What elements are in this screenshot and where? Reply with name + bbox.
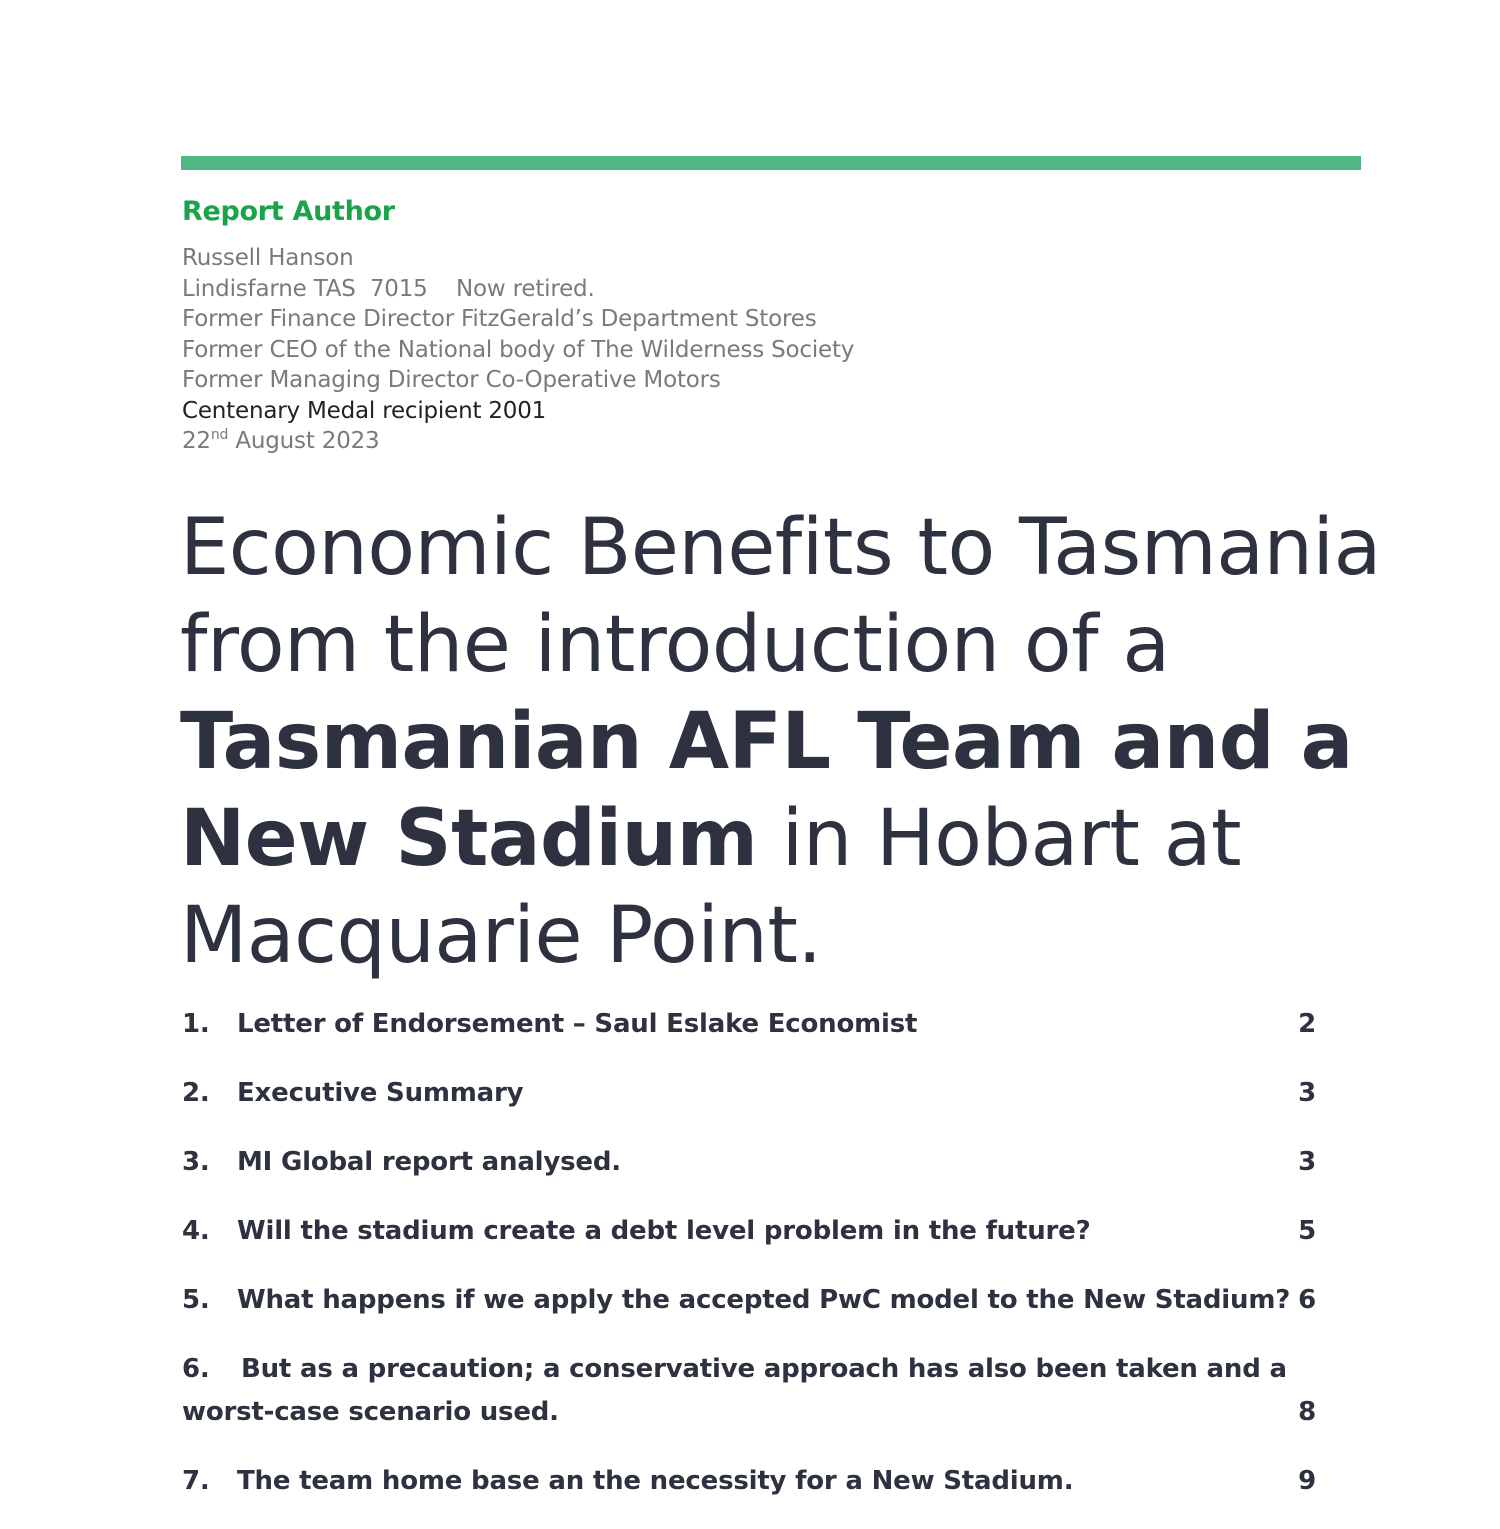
table-of-contents (182, 1003, 1322, 1529)
toc-entry-title-continued: worst-case scenario used. (182, 1397, 559, 1427)
toc-entry-title: Will the stadium create a debt level problem in the future? (237, 1216, 1091, 1246)
toc-entry-page: 5 (1298, 1216, 1316, 1246)
title-line-4-rest: in Hobart at (757, 794, 1242, 884)
toc-entry-7[interactable] (182, 1460, 1322, 1529)
toc-entry-number: 2. (182, 1078, 210, 1108)
toc-entry-page: 6 (1298, 1285, 1316, 1315)
title-line-2: from the introduction of a (180, 600, 1170, 690)
toc-entry-number: 7. (182, 1466, 210, 1496)
title-line-4-bold: New Stadium (180, 794, 758, 884)
toc-entry-number: 6. (182, 1354, 210, 1384)
toc-entry-title: The team home base an the necessity for a New Stadium. (237, 1466, 1074, 1496)
toc-entry-title: Executive Summary (237, 1078, 524, 1108)
toc-entry-1[interactable] (182, 1003, 1322, 1072)
toc-entry-page: 3 (1298, 1147, 1316, 1177)
toc-entry-5[interactable] (182, 1279, 1322, 1348)
toc-entry-title: MI Global report analysed. (237, 1147, 621, 1177)
toc-entry-page: 8 (1298, 1397, 1316, 1427)
title-line-5: Macquarie Point. (180, 891, 822, 981)
toc-entry-page: 9 (1298, 1466, 1316, 1496)
toc-entry-3[interactable] (182, 1141, 1322, 1210)
author-details (182, 243, 854, 457)
toc-entry-page: 3 (1298, 1078, 1316, 1108)
title-line-4 (180, 791, 1380, 888)
toc-entry-2[interactable] (182, 1072, 1322, 1141)
report-date-suffix: nd (210, 427, 229, 443)
document-title (180, 500, 1380, 985)
report-date-day: 22 (182, 428, 211, 454)
author-location: Lindisfarne TAS 7015 Now retired. (182, 275, 595, 302)
report-date (182, 426, 854, 457)
toc-entry-number: 1. (182, 1009, 210, 1039)
author-award: Centenary Medal recipient 2001 (182, 397, 547, 424)
title-line-3: Tasmanian AFL Team and a (180, 697, 1353, 787)
author-role-md: Former Managing Director Co-Operative Motors (182, 367, 721, 393)
author-role-finance: Former Finance Director FitzGerald’s Department Stores (182, 306, 817, 332)
toc-entry-number: 3. (182, 1147, 210, 1177)
toc-entry-6[interactable] (182, 1348, 1322, 1460)
toc-entry-title: Letter of Endorsement – Saul Eslake Economist (237, 1009, 918, 1039)
author-name: Russell Hanson (182, 245, 354, 271)
header-rule (181, 156, 1361, 170)
author-role-ceo: Former CEO of the National body of The Wilderness Society (182, 336, 855, 363)
title-line-1: Economic Benefits to Tasmania (180, 503, 1381, 593)
toc-entry-page: 2 (1298, 1009, 1316, 1039)
toc-entry-4[interactable] (182, 1210, 1322, 1279)
toc-entry-number: 5. (182, 1285, 210, 1315)
report-date-rest: August 2023 (228, 428, 380, 454)
toc-entry-title: What happens if we apply the accepted PwC model to the New Stadium? (237, 1285, 1291, 1315)
toc-entry-title: But as a precaution; a conservative approach has also been taken and a (241, 1354, 1287, 1384)
toc-entry-number: 4. (182, 1216, 210, 1246)
report-author-heading: Report Author (182, 196, 395, 227)
